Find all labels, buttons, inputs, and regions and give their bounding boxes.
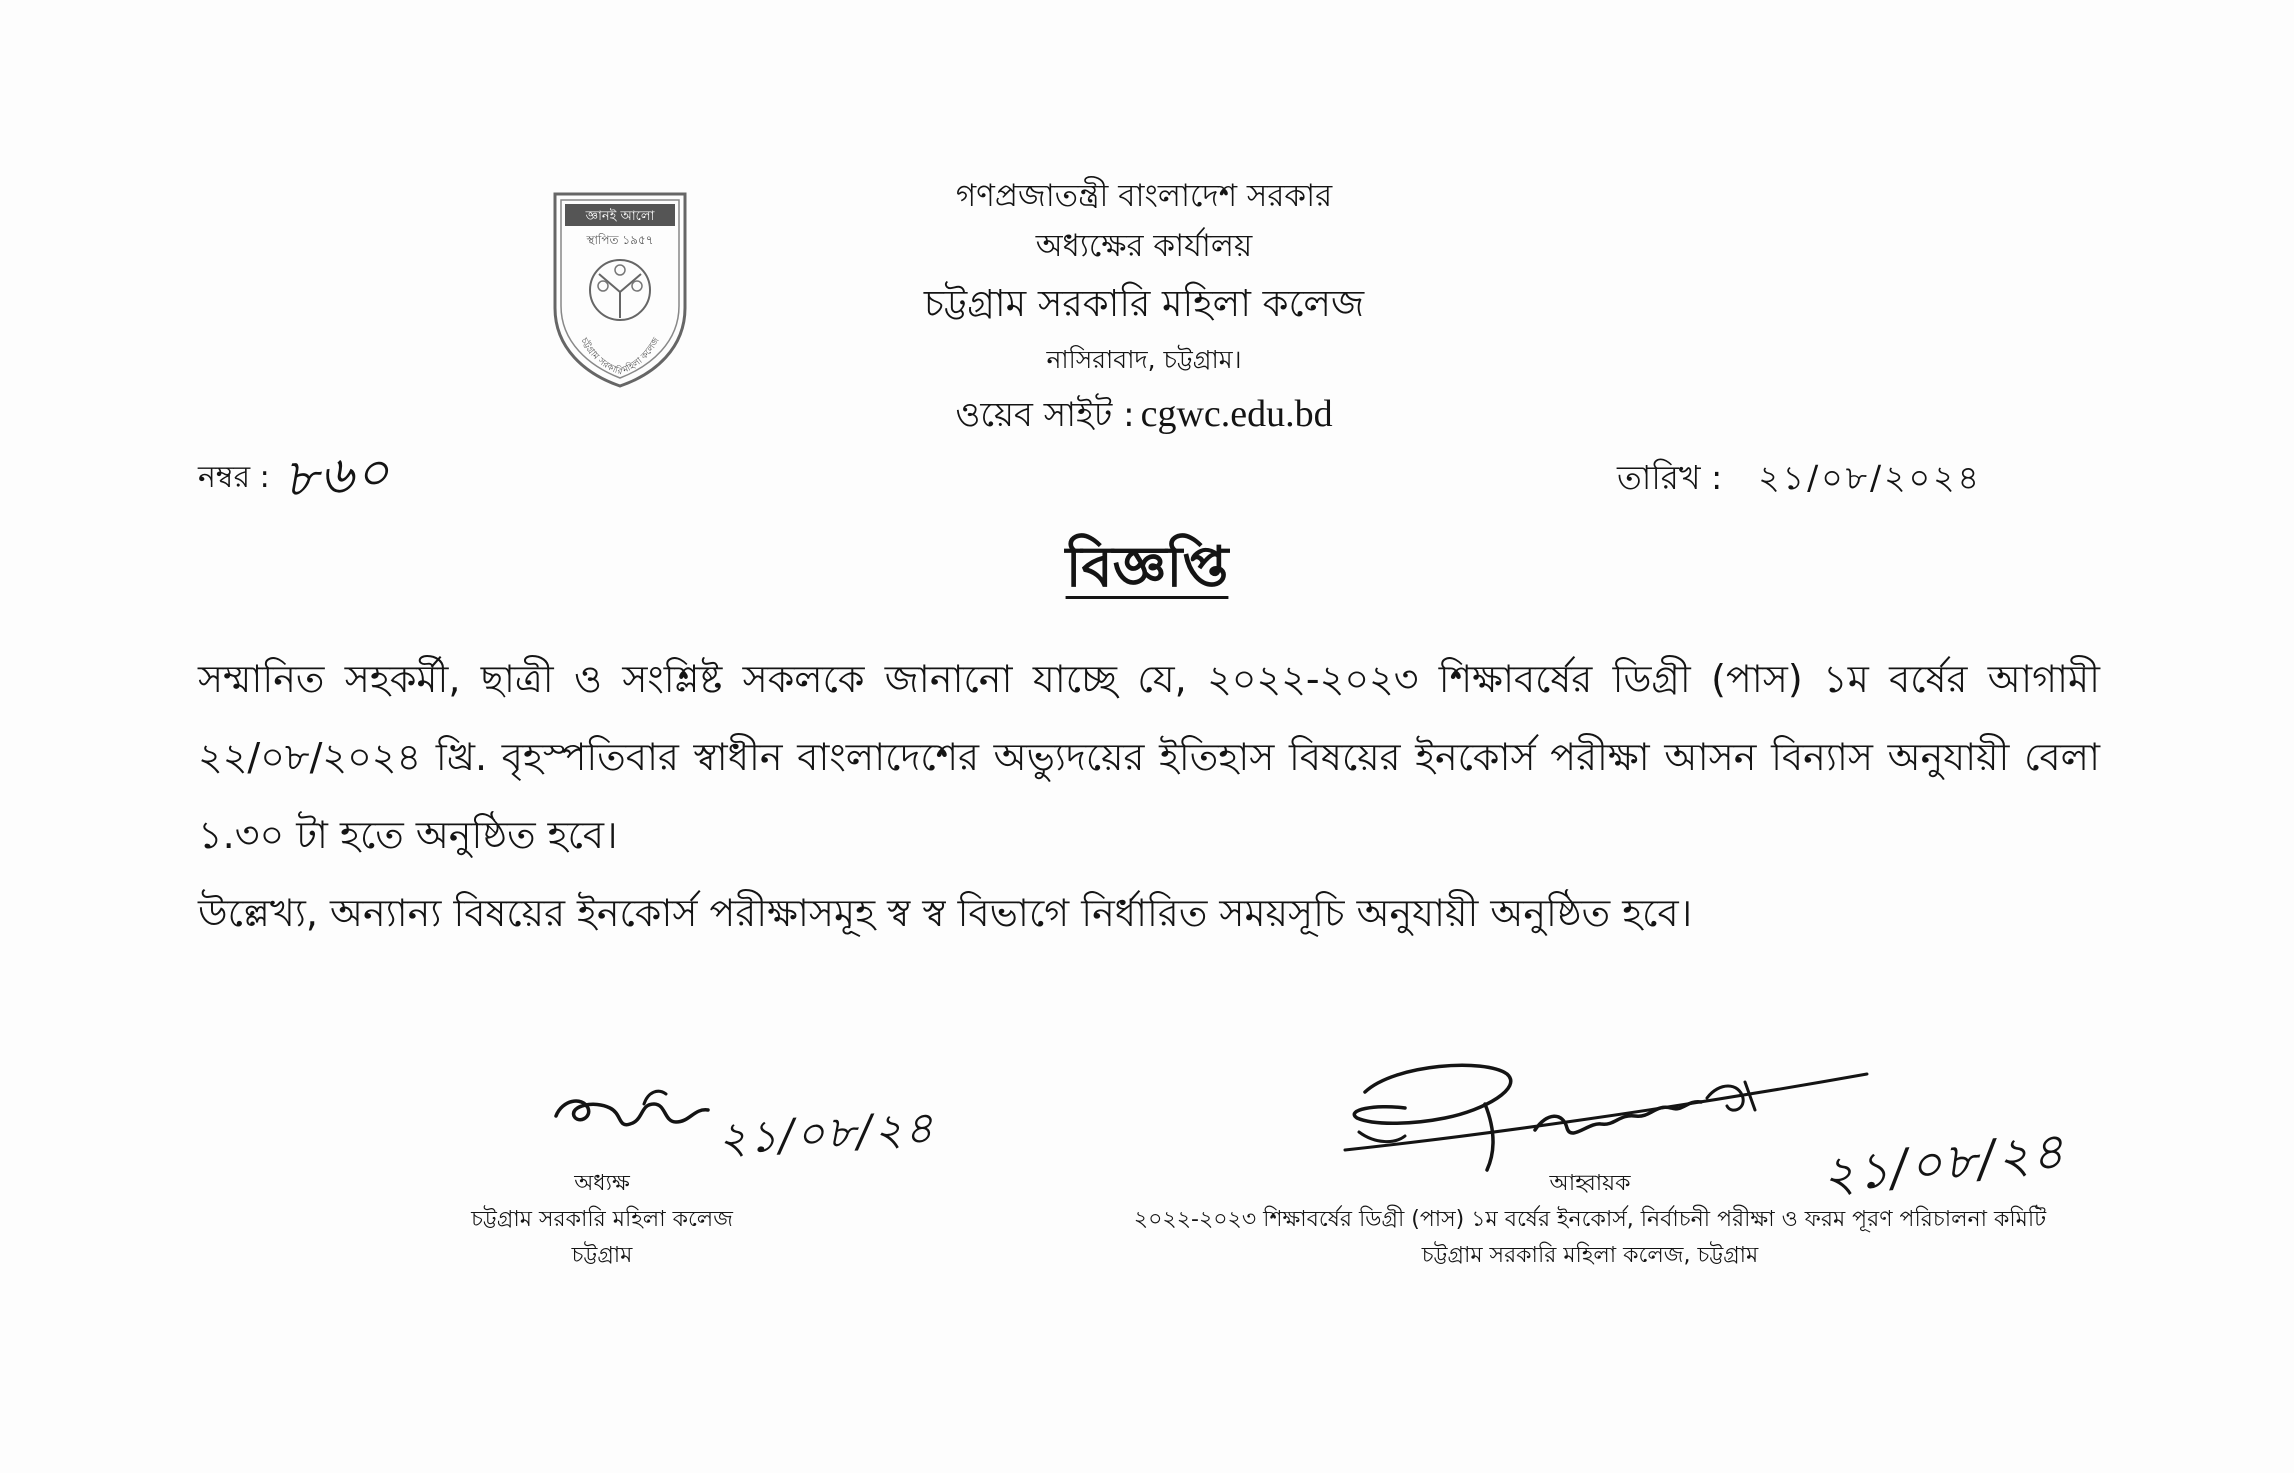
date-row xyxy=(1617,452,1982,508)
website-line xyxy=(794,384,1494,445)
date-label: তারিখ : xyxy=(1617,458,1723,497)
convener-institution: চট্টগ্রাম সরকারি মহিলা কলেজ, চট্টগ্রাম xyxy=(1421,1243,1759,1268)
notice-title: বিজ্ঞপ্তি xyxy=(1065,535,1229,600)
date-value: ২১/০৮/২০২৪ xyxy=(1758,458,1982,497)
convener-committee: ২০২২-২০২৩ শিক্ষাবর্ষের ডিগ্রী (পাস) ১ম বর্ষের ইনকোর্স, নির্বাচনী পরীক্ষা ও ফরম পূরণ পরিচালনা কমিটি xyxy=(1133,1207,2047,1232)
principal-institution: চট্টগ্রাম সরকারি মহিলা কলেজ xyxy=(471,1207,733,1232)
convener-signature-downstroke xyxy=(1485,1104,1493,1170)
memo-label: নম্বর : xyxy=(198,459,270,495)
college-name: চট্টগ্রাম সরকারি মহিলা কলেজ xyxy=(923,282,1365,325)
principal-signature-flick xyxy=(644,1091,666,1104)
principal-signature-block xyxy=(402,1166,802,1274)
convener-signature xyxy=(1335,1052,1875,1182)
website-label: ওয়েব সাইট : xyxy=(955,395,1135,435)
logo-established: স্থাপিত ১৯৫৭ xyxy=(586,233,654,247)
logo-shield-inner xyxy=(561,200,679,378)
principal-signature-date: ২১/০৮/২৪ xyxy=(716,1102,937,1165)
office-line: অধ্যক্ষের কার্যালয় xyxy=(1035,228,1253,264)
memo-number-handwritten: ৮৬০ xyxy=(281,441,393,510)
college-address: নাসিরাবাদ, চট্টগ্রাম। xyxy=(1046,345,1242,374)
notice-paragraph: সম্মানিত সহকর্মী, ছাত্রী ও সংশ্লিষ্ট সকলকে জানানো যাচ্ছে যে, ২০২২-২০২৩ শিক্ষাবর্ষের ডিগ্রী (পাস) ১ম বর্ষের আগামী ২২/০৮/২০২৪ খ্রি. বৃহস্পতিবার স্বাধীন বাংলাদেশের অভ্যুদয়ের ইতিহাস বিষয়ের ইনকোর্স পরীক্ষা আসন বিন্যাস অনুযায়ী বেলা ১.৩০ টা হতে অনুষ্ঠিত হবে। xyxy=(198,657,2100,857)
convener-designation: আহ্বায়ক xyxy=(1549,1171,1631,1196)
principal-signature xyxy=(548,1078,728,1148)
notice-body xyxy=(198,640,2100,952)
notice-title-row xyxy=(0,524,2294,618)
logo-emblem-dot-left xyxy=(598,281,608,291)
principal-signature-stroke xyxy=(556,1101,708,1125)
letterhead xyxy=(794,172,1494,445)
convener-signature-date: ২১/০৮/২৪ xyxy=(1819,1121,2069,1205)
logo-ring-text: চট্টগ্রাম সরকারি মহিলা কলেজ xyxy=(578,336,662,378)
memo-number-row xyxy=(198,441,393,510)
college-logo xyxy=(551,190,689,390)
principal-designation: অধ্যক্ষ xyxy=(574,1171,630,1196)
convener-signature-sweep xyxy=(1345,1074,1867,1150)
logo-emblem-dot-right xyxy=(632,281,642,291)
convener-signature-block xyxy=(1040,1166,2140,1274)
government-line: গণপ্রজাতন্ত্রী বাংলাদেশ সরকার xyxy=(955,178,1333,214)
website-url: cgwc.edu.bd xyxy=(1140,393,1333,435)
logo-emblem-dot-top xyxy=(615,265,625,275)
logo-emblem-y xyxy=(599,274,641,318)
convener-signature-flourish xyxy=(1359,1132,1405,1142)
logo-motto: জ্ঞানই আলো xyxy=(585,209,655,224)
principal-location: চট্টগ্রাম xyxy=(571,1243,633,1268)
notice-paragraph: উল্লেখ্য, অন্যান্য বিষয়ের ইনকোর্স পরীক্ষাসমূহ স্ব স্ব বিভাগে নির্ধারিত সময়সূচি অনুযায়ী অনুষ্ঠিত হবে। xyxy=(198,891,1693,935)
